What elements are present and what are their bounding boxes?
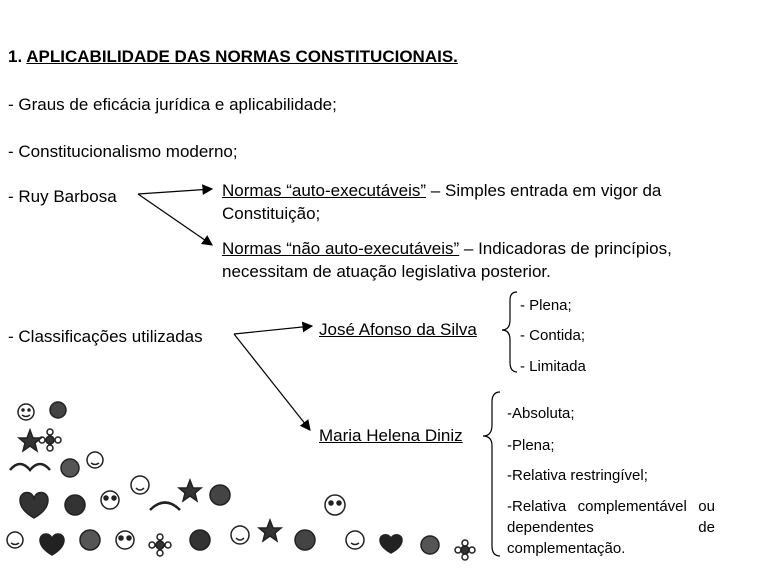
face-icon bbox=[190, 530, 210, 550]
decorative-icon-collage bbox=[0, 390, 500, 576]
face-icon bbox=[80, 530, 100, 550]
smiley-icon bbox=[346, 531, 364, 549]
jose-item-limitada: - Limitada bbox=[520, 358, 586, 375]
bullet-ruy-barbosa: - Ruy Barbosa bbox=[8, 187, 117, 206]
face-icon bbox=[65, 495, 85, 515]
bullet-constitucionalismo: - Constitucionalismo moderno; bbox=[8, 142, 238, 161]
smiley-icon bbox=[87, 452, 103, 468]
skull-icon bbox=[325, 495, 345, 515]
heading-title: APLICABILIDADE DAS NORMAS CONSTITUCIONAIS. bbox=[26, 47, 458, 66]
bullet-graus: - Graus de eficácia jurídica e aplicabilidade; bbox=[8, 95, 337, 114]
flower-icon bbox=[39, 429, 61, 451]
face-icon bbox=[295, 530, 315, 550]
smiley-icon bbox=[7, 532, 23, 548]
star-icon bbox=[259, 520, 281, 541]
smiley-icon bbox=[131, 476, 149, 494]
jose-item-plena: - Plena; bbox=[520, 297, 572, 314]
maria-item-relativa-restringivel: -Relativa restringível; bbox=[507, 467, 648, 484]
jose-item-contida: - Contida; bbox=[520, 327, 586, 344]
maria-item-absoluta: -Absoluta; bbox=[507, 405, 575, 422]
heart-icon bbox=[40, 534, 64, 555]
bullet-classificacoes: - Classificações utilizadas bbox=[8, 327, 203, 346]
face-icon bbox=[61, 459, 79, 477]
author-jose-afonso: José Afonso da Silva bbox=[319, 320, 477, 339]
brace-jose bbox=[502, 292, 517, 372]
heart-icon bbox=[20, 493, 48, 519]
star-icon bbox=[19, 430, 41, 451]
nao-auto-executaveis-desc-2: necessitam de atuação legislativa posterior. bbox=[222, 262, 551, 281]
arrow-ruy-to-auto bbox=[138, 189, 212, 194]
author-maria-helena: Maria Helena Diniz bbox=[319, 426, 463, 445]
face-icon bbox=[50, 402, 66, 418]
heart-icon bbox=[380, 535, 402, 553]
nao-auto-executaveis-desc: – Indicadoras de princípios, bbox=[459, 239, 672, 258]
face-icon bbox=[421, 536, 439, 554]
arrow-ruy-to-nao-auto bbox=[138, 194, 212, 245]
smiley-icon bbox=[18, 404, 34, 420]
heading-number: 1. bbox=[8, 47, 23, 66]
auto-executaveis-desc: – Simples entrada em vigor da bbox=[426, 181, 662, 200]
auto-executaveis-label: Normas “auto-executáveis” bbox=[222, 181, 427, 200]
flower-icon bbox=[455, 540, 475, 560]
arrow-class-to-jose bbox=[234, 326, 312, 334]
star-icon bbox=[179, 480, 201, 501]
flower-icon bbox=[149, 534, 171, 556]
maria-item-relativa-complementavel: -Relativa complementável ou dependentes de complementação. bbox=[507, 498, 715, 557]
skull-icon bbox=[101, 491, 119, 509]
bird-icon bbox=[10, 464, 50, 470]
bird-icon bbox=[150, 503, 180, 511]
auto-executaveis-desc-2: Constituição; bbox=[222, 204, 321, 223]
face-icon bbox=[210, 485, 230, 505]
maria-item-plena: -Plena; bbox=[507, 437, 555, 454]
skull-icon bbox=[116, 531, 134, 549]
smiley-icon bbox=[231, 526, 249, 544]
nao-auto-executaveis-label: Normas “não auto-executáveis” bbox=[222, 239, 460, 258]
